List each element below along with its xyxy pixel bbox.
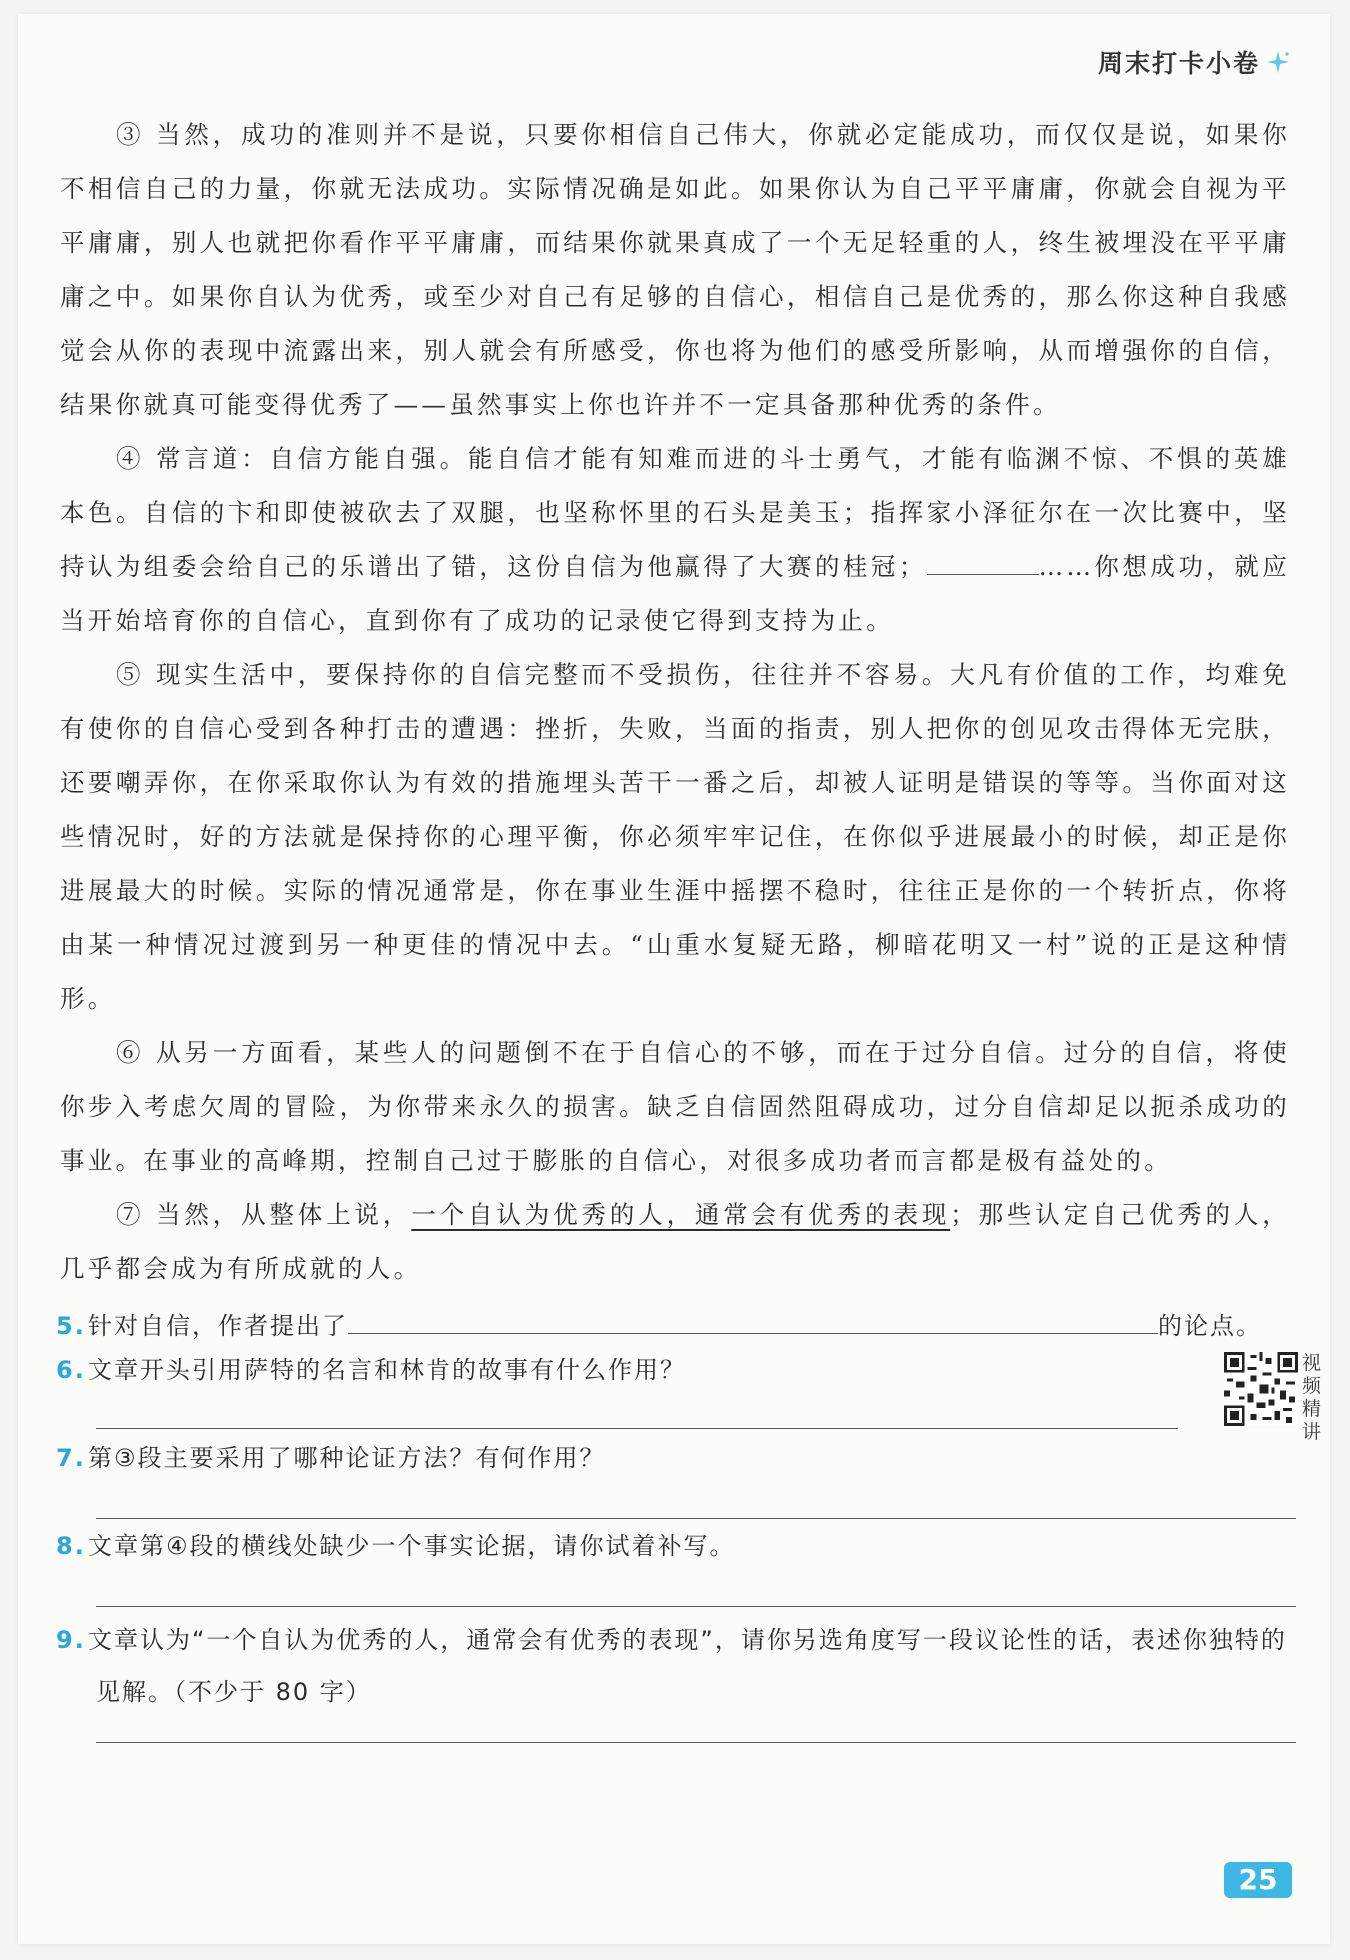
question-text-end: 的论点。 <box>1158 1312 1262 1340</box>
fill-in-blank[interactable] <box>927 544 1039 575</box>
paragraph-6: ⑥ 从另一方面看，某些人的问题倒不在于自信心的不够，而在于过分自信。过分的自信，将使你步入考虑欠周的冒险，为你带来永久的损害。缺乏自信固然阻碍成功，过分自信却足以扼杀成功的事业。在事业的高峰期，控制自己过于膨胀的自信心，对很多成功者而言都是极有益处的。 <box>60 1038 1290 1175</box>
page-number: 25 <box>1224 1862 1292 1898</box>
question-7 <box>56 1438 1296 1522</box>
qr-code-icon[interactable] <box>1224 1352 1298 1426</box>
answer-field-5[interactable] <box>348 1307 1158 1334</box>
question-text: 文章开头引用萨特的名言和林肯的故事有什么作用？ <box>88 1356 686 1384</box>
question-text: 第③段主要采用了哪种论证方法？有何作用？ <box>88 1444 606 1472</box>
header <box>1098 44 1290 80</box>
question-5 <box>56 1306 1296 1346</box>
answer-field-7[interactable] <box>96 1518 1296 1519</box>
qr-label: 视频精讲 <box>1302 1352 1322 1443</box>
question-number: 6. <box>56 1356 86 1384</box>
underlined-thesis: 一个自认为优秀的人，通常会有优秀的表现 <box>411 1200 951 1229</box>
paragraph-4-part-a: ④ 常言道：自信方能自强。能自信才能有知难而进的斗士勇气，才能有临渊不惊、不惧的英雄本色。自信的卞和即使被砍去了双腿，也坚称怀里的石头是美玉；指挥家小泽征尔在一次比赛中，坚持认为组委会给自己的乐谱出了错，这份自信为他赢得了大赛的桂冠； <box>60 444 1290 581</box>
qr-block[interactable] <box>1224 1352 1322 1444</box>
questions <box>56 1284 1296 1744</box>
question-text: 文章第④段的横线处缺少一个事实论据，请你试着补写。 <box>88 1532 736 1560</box>
question-text: 文章认为“一个自认为优秀的人，通常会有优秀的表现”，请你另选角度写一段议论性的话，表述你独特的见解。（不少于 80 字） <box>88 1626 1287 1706</box>
question-6 <box>56 1350 1296 1434</box>
question-9 <box>56 1614 1296 1744</box>
question-8 <box>56 1526 1296 1610</box>
answer-field-9[interactable] <box>96 1742 1296 1743</box>
paragraph-3: ③ 当然，成功的准则并不是说，只要你相信自己伟大，你就必定能成功，而仅仅是说，如果你不相信自己的力量，你就无法成功。实际情况确是如此。如果你认为自己平平庸庸，你就会自视为平平庸庸，别人也就把你看作平平庸庸，而结果你就果真成了一个无足轻重的人，终生被埋没在平平庸庸之中。如果你自认为优秀，或至少对自己有足够的自信心，相信自己是优秀的，那么你这种自我感觉会从你的表现中流露出来，别人就会有所感受，你也将为他们的感受所影响，从而增强你的自信，结果你就真可能变得优秀了——虽然事实上你也许并不一定具备那种优秀的条件。 <box>60 120 1290 419</box>
question-text: 针对自信，作者提出了 <box>88 1312 348 1340</box>
paragraph-4 <box>60 432 1290 648</box>
question-number: 8. <box>56 1532 86 1560</box>
sparkle-icon <box>1266 50 1290 74</box>
header-title: 周末打卡小卷 <box>1097 49 1260 78</box>
paragraph-5: ⑤ 现实生活中，要保持你的自信完整而不受损伤，往往并不容易。大凡有价值的工作，均难免有使你的自信心受到各种打击的遭遇：挫折，失败，当面的指责，别人把你的创见攻击得体无完肤，还要嘲弄你，在你采取你认为有效的措施埋头苦干一番之后，却被人证明是错误的等等。当你面对这些情况时，好的方法就是保持你的心理平衡，你必须牢牢记住，在你似乎进展最小的时候，却正是你进展最大的时候。实际的情况通常是，你在事业生涯中摇摆不稳时，往往正是你的一个转折点，你将由某一种情况过渡到另一种更佳的情况中去。“山重水复疑无路，柳暗花明又一村”说的正是这种情形。 <box>60 660 1290 1013</box>
answer-field-8[interactable] <box>96 1606 1296 1607</box>
paragraph-7-part-b: ；那些认定自己优秀的人，几乎都会成为有所成就的人。 <box>60 1200 1290 1283</box>
paragraph-7 <box>60 1188 1290 1296</box>
paragraph-4-part-b: ……你想成功，就应当开始培育你的自信心，直到你有了成功的记录使它得到支持为止。 <box>60 552 1291 635</box>
question-number: 9. <box>56 1626 86 1654</box>
paragraph-7-part-a: ⑦ 当然，从整体上说， <box>116 1200 412 1229</box>
question-number: 5. <box>56 1312 86 1340</box>
answer-field-6[interactable] <box>96 1428 1178 1429</box>
question-number: 7. <box>56 1444 86 1472</box>
article-body <box>60 108 1290 1296</box>
